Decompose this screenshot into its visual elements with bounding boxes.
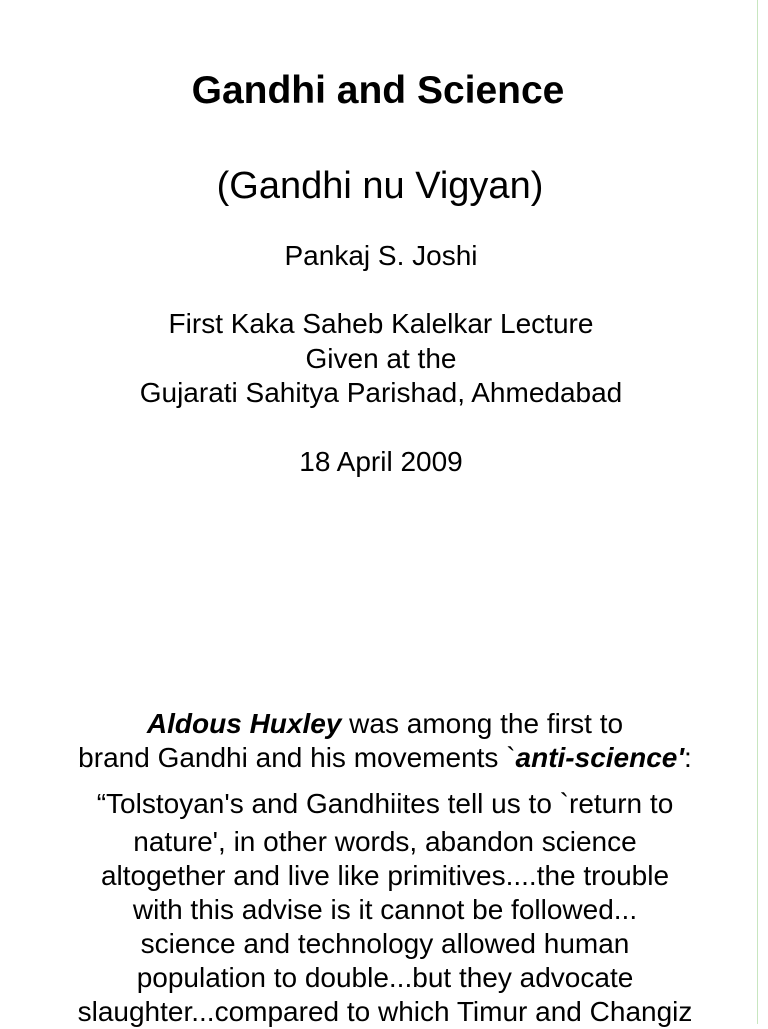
intro-line-1: [0, 707, 768, 741]
quote-line: nature', in other words, abandon science: [133, 826, 637, 857]
title-slide: [0, 0, 756, 500]
intro-text: :: [684, 742, 692, 773]
lecture-line: Given at the: [305, 342, 457, 374]
intro-line-2: [0, 741, 768, 775]
lecture-date: 18 April 2009: [299, 446, 463, 477]
document-title: Gandhi and Science: [191, 69, 565, 112]
quote-line: altogether and live like primitives....the trouble: [100, 860, 670, 891]
lecture-line: Gujarati Sahitya Parishad, Ahmedabad: [139, 377, 623, 408]
quote-line: population to double...but they advocate: [136, 962, 634, 993]
author-name: Pankaj S. Joshi: [284, 240, 478, 271]
document-subtitle: (Gandhi nu Vigyan): [216, 165, 544, 207]
lecture-info: [0, 307, 762, 411]
person-name: Aldous Huxley: [146, 708, 342, 739]
quote-line: with this advise is it cannot be followed...: [132, 894, 638, 925]
page-edge: [757, 0, 768, 1024]
intro-text: brand Gandhi and his movements `: [78, 742, 516, 773]
quote-line: science and technology allowed human: [140, 928, 630, 959]
quote-line: “Tolstoyan's and Gandhiites tell us to `return to: [96, 788, 674, 819]
huxley-quote: [0, 787, 768, 1029]
intro-text: was among the first to: [341, 708, 624, 739]
lecture-line: First Kaka Saheb Kalelkar Lecture: [168, 308, 594, 339]
quote-line: slaughter...compared to which Timur and Changiz: [77, 996, 693, 1027]
intro-paragraph: [0, 707, 768, 775]
emphasized-term: anti-science': [515, 742, 685, 773]
quote-slide: [0, 700, 768, 1027]
